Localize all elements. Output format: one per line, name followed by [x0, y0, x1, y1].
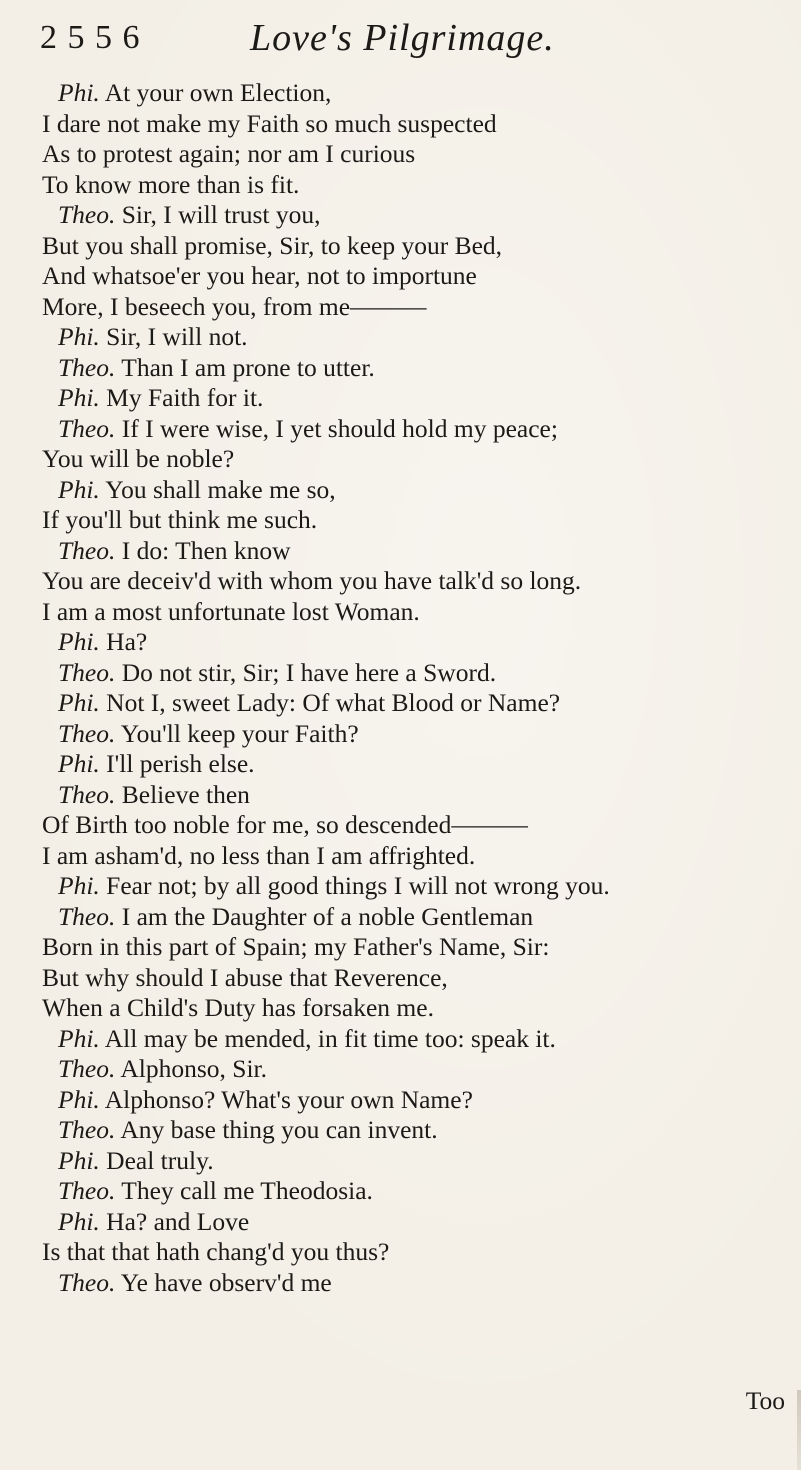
speaker-name: Phi. [58, 322, 100, 351]
text-line [42, 749, 782, 780]
line-text: They call me Theodosia. [115, 1176, 373, 1205]
text-line [42, 1207, 782, 1238]
page-number: 2 5 5 6 [40, 19, 141, 56]
speaker-name: Phi. [58, 1084, 100, 1114]
speaker-name: Phi. [58, 627, 100, 656]
text-line [42, 1146, 782, 1177]
line-text: I dare not make my Faith so much suspected [42, 108, 497, 138]
line-text: Born in this part of Spain; my Father's Name, Sir: [42, 932, 550, 961]
text-line [42, 78, 782, 109]
text-line [42, 322, 782, 353]
line-text: Deal truly. [99, 1145, 214, 1175]
running-title: Love's Pilgrimage. [250, 17, 555, 59]
text-line [42, 841, 782, 872]
line-text: Ha? and Love [99, 1206, 250, 1236]
text-line [42, 932, 782, 963]
text-line [42, 566, 782, 597]
speaker-name: Theo. [58, 352, 116, 382]
line-text: Fear not; by all good things I will not wrong you. [99, 871, 610, 900]
line-text: Alphonso, Sir. [115, 1054, 267, 1083]
text-line [42, 627, 782, 658]
speaker-name: Theo. [58, 1115, 116, 1144]
line-text: Do not stir, Sir; I have here a Sword. [115, 657, 497, 687]
line-text: Is that that hath chang'd you thus? [42, 1237, 390, 1266]
line-text: I am asham'd, no less than I am affrighted. [42, 840, 476, 870]
text-line [42, 292, 782, 323]
line-text: Not I, sweet Lady: Of what Blood or Name? [99, 688, 561, 717]
text-line [42, 1085, 782, 1116]
line-text: As to protest again; nor am I curious [42, 139, 416, 168]
text-line [42, 536, 782, 567]
line-text: You will be noble? [42, 444, 235, 473]
speaker-name: Phi. [58, 383, 100, 412]
text-line [42, 1054, 782, 1085]
text-line [42, 993, 782, 1024]
line-text: Of Birth too noble for me, so descended——— [42, 810, 528, 839]
speaker-name: Phi. [58, 688, 100, 717]
speaker-name: Theo. [58, 1176, 116, 1205]
text-line [42, 1268, 782, 1299]
speaker-name: Phi. [58, 1023, 100, 1053]
line-text: Ha? [99, 627, 148, 656]
speaker-name: Phi. [58, 1206, 100, 1236]
text-line [42, 810, 782, 841]
speaker-name: Theo. [58, 779, 116, 809]
line-text: And whatsoe'er you hear, not to importune [42, 261, 477, 290]
speaker-name: Theo. [58, 200, 116, 229]
line-text: You shall make me so, [99, 474, 336, 504]
speaker-name: Theo. [58, 657, 116, 687]
text-line [42, 261, 782, 292]
page-edge-shadow [797, 1390, 801, 1470]
line-text: You'll keep your Faith? [115, 718, 359, 748]
text-line [42, 871, 782, 902]
text-line [42, 109, 782, 140]
line-text: At your own Election, [99, 78, 332, 107]
line-text: All may be mended, in fit time too: speak it. [99, 1023, 556, 1053]
line-text: Sir, I will not. [99, 322, 248, 351]
text-line [42, 139, 782, 170]
text-line [42, 1176, 782, 1207]
text-line [42, 414, 782, 445]
text-line [42, 383, 782, 414]
text-line [42, 688, 782, 719]
text-line [42, 963, 782, 994]
text-line [42, 658, 782, 689]
speaker-name: Theo. [58, 901, 116, 931]
line-text: I am a most unfortunate lost Woman. [42, 596, 420, 626]
speaker-name: Phi. [58, 1145, 100, 1175]
line-text: Any base thing you can invent. [115, 1115, 438, 1144]
line-text: I'll perish else. [99, 749, 255, 778]
speaker-name: Theo. [58, 413, 116, 443]
text-line [42, 231, 782, 262]
text-line [42, 505, 782, 536]
line-text: I do: Then know [115, 535, 291, 565]
line-text: But why should I abuse that Reverence, [42, 962, 448, 992]
text-line [42, 475, 782, 506]
line-text: To know more than is fit. [42, 169, 300, 199]
speaker-name: Phi. [58, 871, 100, 900]
line-text: Than I am prone to utter. [115, 352, 375, 382]
line-text: Believe then [115, 779, 250, 809]
line-text: If you'll but think me such. [42, 505, 318, 534]
text-line [42, 170, 782, 201]
line-text: When a Child's Duty has forsaken me. [42, 993, 434, 1022]
line-text: Ye have observ'd me [115, 1267, 332, 1297]
text-line [42, 1237, 782, 1268]
text-line [42, 1115, 782, 1146]
text-line [42, 780, 782, 811]
speaker-name: Phi. [58, 749, 100, 778]
speaker-name: Theo. [58, 1267, 116, 1297]
page-header [40, 14, 760, 64]
speaker-name: Theo. [58, 1054, 116, 1083]
catchword: Too [745, 1386, 785, 1415]
text-line [42, 719, 782, 750]
line-text: My Faith for it. [99, 383, 264, 412]
text-line [42, 597, 782, 628]
line-text: Alphonso? What's your own Name? [99, 1084, 473, 1114]
speaker-name: Theo. [58, 535, 116, 565]
text-line [42, 353, 782, 384]
text-line [42, 902, 782, 933]
speaker-name: Phi. [58, 78, 100, 107]
text-line [42, 1024, 782, 1055]
speaker-name: Theo. [58, 718, 116, 748]
speaker-name: Phi. [58, 474, 100, 504]
line-text: But you shall promise, Sir, to keep your Bed, [42, 230, 503, 260]
line-text: I am the Daughter of a noble Gentleman [115, 901, 534, 931]
text-line [42, 200, 782, 231]
line-text: More, I beseech you, from me——— [42, 291, 427, 321]
line-text: You are deceiv'd with whom you have talk'd so long. [42, 566, 582, 595]
text-line [42, 444, 782, 475]
play-text [42, 78, 782, 1298]
line-text: Sir, I will trust you, [115, 200, 321, 229]
line-text: If I were wise, I yet should hold my peace; [115, 413, 558, 443]
